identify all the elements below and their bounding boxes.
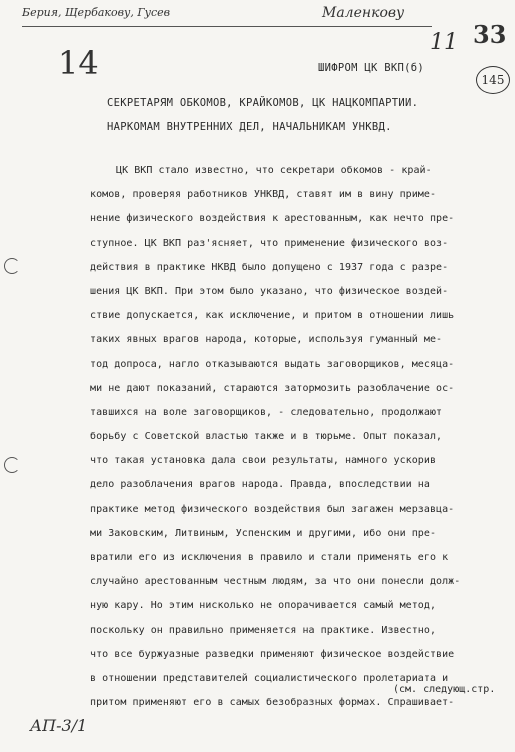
handwritten-underline [22,26,432,27]
body-line: в отношении представителей социалистического пролетариата и [90,672,449,684]
handwritten-page-number-right: 33 [473,20,507,49]
body-line: борьбу с Советской властью также и в тюрьме. Опыт показал, [90,431,443,443]
body-line: ми не дают показаний, стараются затормозить разоблачение ос- [90,382,455,394]
handwritten-page-number-left: 14 [58,44,99,82]
body-line: ЦК ВКП стало известно, что секретари обкомов - край- [116,165,432,176]
body-line: притом применяют его в самых безобразных формах. Спрашивает- [90,697,455,709]
body-line: поскольку он правильно применяется на практике. Известно, [90,624,437,636]
binding-hole-icon [4,457,20,473]
body-line: действия в практике НКВД было допущено с 1937 года с разре- [90,261,449,273]
body-line: ми Заковским, Литвиным, Успенским и другими, ибо они пре- [90,527,437,539]
body-line: ную кару. Но этим нисколько не опорачивается самый метод, [90,600,437,612]
body-line: дело разоблачения врагов народа. Правда, впоследствии на [90,479,430,491]
body-line: случайно арестованным честным людям, за что они понесли долж- [90,576,461,588]
body-line: комов, проверяя работников УНКВД, ставят им в вину приме- [90,189,437,201]
handwritten-distribution-note: Берия, Щербакову, Гусев [22,6,171,19]
cipher-heading: ШИФРОМ ЦК ВКП(б) [318,62,424,74]
body-line: нение физического воздействия к арестованным, как нечто пре- [90,213,455,225]
archive-reference: АП-3/1 [30,716,88,735]
address-line-2: НАРКОМАМ ВНУТРЕННИХ ДЕЛ, НАЧАЛЬНИКАМ УНКВД. [107,121,392,133]
body-line: ступное. ЦК ВКП раз'ясняет, что применение физического воз- [90,237,449,249]
handwritten-mark: 11 [430,30,458,55]
body-line: что все буржуазные разведки применяют физическое воздействие [90,648,455,660]
body-line: тод допроса, нагло отказываются выдать заговорщиков, месяца- [90,358,455,370]
body-line: практике метод физического воздействия был загажен мерзавца- [90,503,455,515]
body-text [90,159,505,715]
body-line: тавшихся на воле заговорщиков, - следовательно, продолжают [90,406,443,418]
continuation-note: (см. следующ.стр. [393,684,496,695]
binding-hole-icon [4,258,20,274]
body-line: вратили его из исключения в правило и стали применять его к [90,552,449,563]
body-line: ствие допускается, как исключение, и притом в отношении лишь [90,310,455,322]
stamp-number: 145 [476,66,510,94]
handwritten-recipient-note: Маленкову [322,5,405,21]
body-line: что такая установка дала свои результаты, намного ускорив [90,455,437,467]
body-line: таких явных врагов народа, которые, используя гуманный ме- [90,334,443,346]
body-line: шения ЦК ВКП. При этом было указано, что физическое воздей- [90,285,449,297]
address-line-1: СЕКРЕТАРЯМ ОБКОМОВ, КРАЙКОМОВ, ЦК НАЦКОМПАРТИИ. [107,97,419,109]
